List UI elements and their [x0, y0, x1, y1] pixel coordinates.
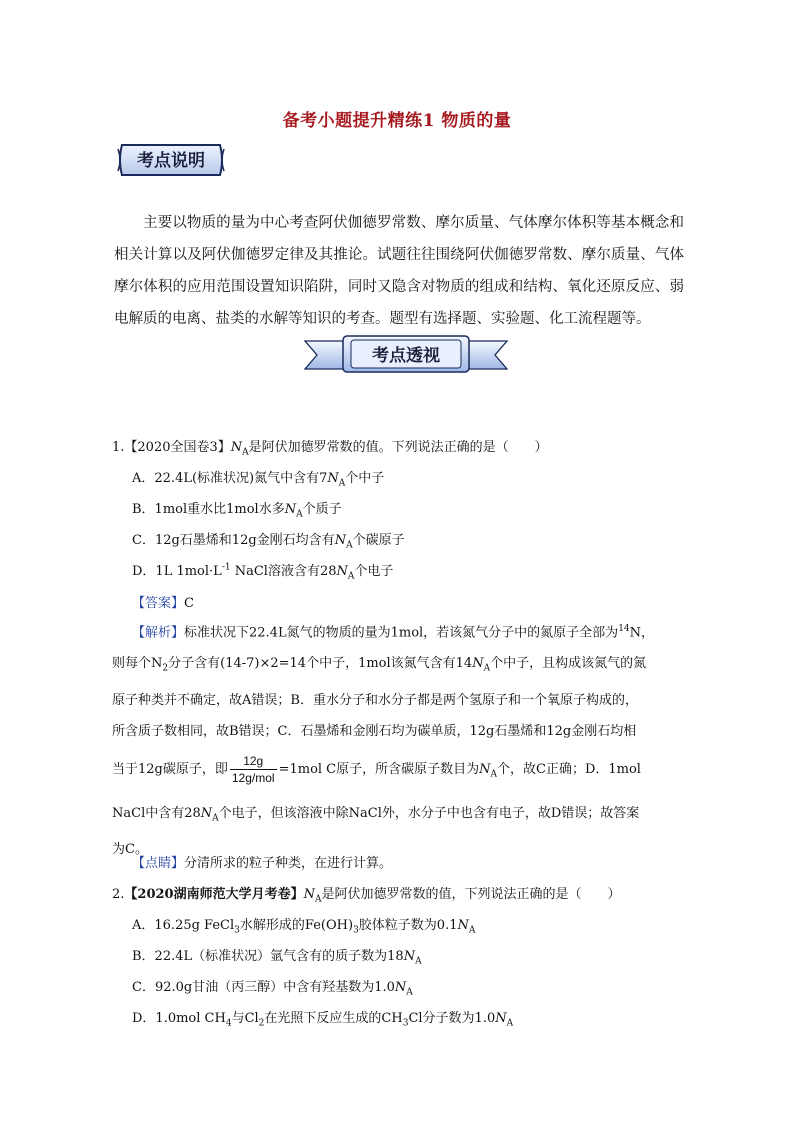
question-number: 2.: [112, 887, 125, 902]
q1-option-d: [132, 560, 393, 582]
option-text: 个中子: [345, 471, 385, 486]
q1-tip: [132, 852, 392, 871]
analysis-text: 则每个N: [112, 656, 163, 672]
intro-paragraph: 主要以物质的量为中心考查阿伏伽德罗常数、摩尔质量、气体摩尔体积等基本概念和相关计算以及阿伏伽德罗定律及其推论。试题往往围绕阿伏伽德罗常数、摩尔质量、气体摩尔体积的应用范围设置知识陷阱，同时又隐含对物质的组成和结构、氧化还原反应、弱电解质的电离、盐类的水解等知识的考查。题型有选择题、实验题、化工流程题等。: [114, 215, 684, 327]
na-symbol: N: [334, 533, 347, 548]
tip-tag: 【点睛】: [132, 856, 185, 871]
option-text: 与Cl: [231, 1011, 259, 1026]
analysis-text: 分子含有(14-7)×2=14个中子，1mol该氮气含有14: [168, 656, 473, 672]
na-symbol: N: [230, 440, 243, 455]
na-subscript: A: [490, 769, 498, 780]
analysis-line: 原子种类并不确定，故A错误；B．重水分子和水分子都是两个氢原子和一个氧原子构成的，: [112, 692, 638, 708]
option-text: D．1.0mol CH: [132, 1011, 226, 1026]
na-symbol: N: [403, 949, 416, 964]
na-symbol: N: [336, 564, 348, 579]
na-subscript: A: [338, 478, 346, 489]
section-badge-explanation: [116, 141, 226, 179]
analysis-line: 所含质子数相同，故B错误；C．石墨烯和金刚石均为碳单质，12g石墨烯和12g金刚石均相: [112, 723, 637, 739]
option-text: 个碳原子: [352, 533, 405, 548]
na-symbol: N: [284, 502, 297, 517]
analysis-line: [112, 747, 680, 798]
option-text: 个电子: [354, 564, 394, 579]
fraction-denominator: 12g/mol: [231, 770, 275, 785]
analysis-text: NaCl中含有28: [112, 805, 201, 821]
q1-option-c: [132, 529, 405, 551]
analysis-tag: 【解析】: [132, 625, 185, 641]
na-symbol: N: [457, 918, 469, 933]
na-symbol: N: [303, 887, 315, 902]
answer-value: C: [184, 596, 194, 611]
ribbon-perspective-label: 考点透视: [372, 346, 440, 366]
analysis-line: 为C。: [112, 842, 148, 858]
analysis-text: 标准状况下22.4L氮气的物质的量为1mol，若该氮气分子中的氮原子全部为: [184, 625, 619, 641]
subscript: 2: [162, 663, 169, 674]
tip-text: 分清所求的粒子种类，在进行计算。: [184, 856, 393, 871]
option-text: 水解形成的Fe(OH): [239, 918, 354, 933]
question-source: 【2020湖南师范大学月考卷】: [124, 887, 304, 902]
subscript: 3: [402, 1018, 409, 1029]
na-subscript: A: [506, 1018, 514, 1029]
subscript: 3: [234, 925, 240, 936]
option-text: C．12g石墨烯和12g金刚石均含有: [132, 533, 335, 548]
q1-analysis: [112, 614, 680, 865]
q1-option-a: [132, 467, 384, 489]
na-symbol: N: [394, 980, 407, 995]
q2-option-a: [132, 914, 475, 936]
q2-option-d: [132, 1007, 513, 1029]
subscript: 4: [225, 1018, 232, 1029]
na-subscript: A: [212, 813, 219, 824]
question-source: 【2020全国卷3】: [124, 440, 231, 455]
na-subscript: A: [347, 571, 355, 582]
option-text: A．22.4L(标准状况)氮气中含有7: [132, 471, 328, 486]
na-subscript: A: [242, 447, 249, 458]
badge-explanation-label: 考点说明: [137, 151, 205, 171]
option-text: D．1L 1mol·L: [132, 564, 222, 579]
analysis-text: =1mol C原子，所含碳原子数目为: [278, 761, 480, 777]
subscript: 3: [353, 925, 359, 936]
analysis-text: N，: [629, 625, 655, 641]
ribbon-banner-icon: [303, 333, 509, 377]
analysis-line: [112, 648, 680, 685]
analysis-line: [112, 798, 680, 835]
na-symbol: N: [327, 471, 339, 486]
option-text: 个质子: [302, 502, 342, 517]
analysis-text: 个中子，且构成该氮气的氮: [490, 656, 647, 672]
badge-frame-icon: [116, 141, 226, 179]
option-text: B．1mol重水比1mol水多: [132, 502, 285, 517]
q2-option-c: [132, 976, 413, 998]
analysis-line: [112, 614, 680, 648]
na-subscript: A: [314, 894, 322, 905]
section-ribbon-perspective: [303, 333, 509, 377]
na-symbol: N: [479, 761, 491, 777]
answer-tag: 【答案】: [132, 596, 185, 611]
option-text: 胶体粒子数为0.1: [358, 918, 458, 933]
q1-option-b: [132, 498, 342, 520]
fraction-numerator: 12g: [230, 753, 277, 770]
q1-answer: [132, 592, 194, 611]
analysis-text: 当于12g碳原子，即: [112, 761, 228, 777]
superscript: 14: [618, 624, 630, 634]
page-title: 备考小题提升精练1 物质的量: [282, 111, 512, 131]
option-text: C．92.0g甘油（丙三醇）中含有羟基数为1.0: [132, 980, 395, 995]
question-1-stem: [112, 436, 548, 458]
na-symbol: N: [472, 656, 484, 672]
na-subscript: A: [406, 987, 413, 998]
na-subscript: A: [296, 509, 303, 520]
q2-option-b: [132, 945, 422, 967]
na-subscript: A: [415, 956, 422, 967]
option-text: NaCl溶液含有28: [230, 564, 337, 579]
superscript: -1: [221, 562, 231, 573]
na-subscript: A: [483, 663, 491, 674]
na-symbol: N: [200, 805, 213, 821]
question-2-stem: [112, 883, 620, 905]
option-text: B．22.4L（标准状况）氩气含有的质子数为18: [132, 949, 404, 964]
question-text: 是阿伏加德罗常数的值，下列说法正确的是（ ）: [321, 887, 621, 902]
fraction: [230, 753, 277, 786]
option-text: A．16.25g FeCl: [132, 918, 235, 933]
na-symbol: N: [495, 1011, 507, 1026]
option-text: Cl分子数为1.0: [408, 1011, 496, 1026]
question-text: 是阿伏加德罗常数的值。下列说法正确的是（ ）: [248, 440, 548, 455]
subscript: 2: [258, 1018, 265, 1029]
na-subscript: A: [468, 925, 476, 936]
option-text: 在光照下反应生成的CH: [264, 1011, 403, 1026]
analysis-text: 个，故C正确；D．1mol: [497, 761, 641, 777]
analysis-text: 个电子，但该溶液中除NaCl外，水分子中也含有电子，故D错误；故答案: [218, 805, 640, 821]
na-subscript: A: [346, 540, 353, 551]
question-number: 1.: [112, 440, 125, 455]
